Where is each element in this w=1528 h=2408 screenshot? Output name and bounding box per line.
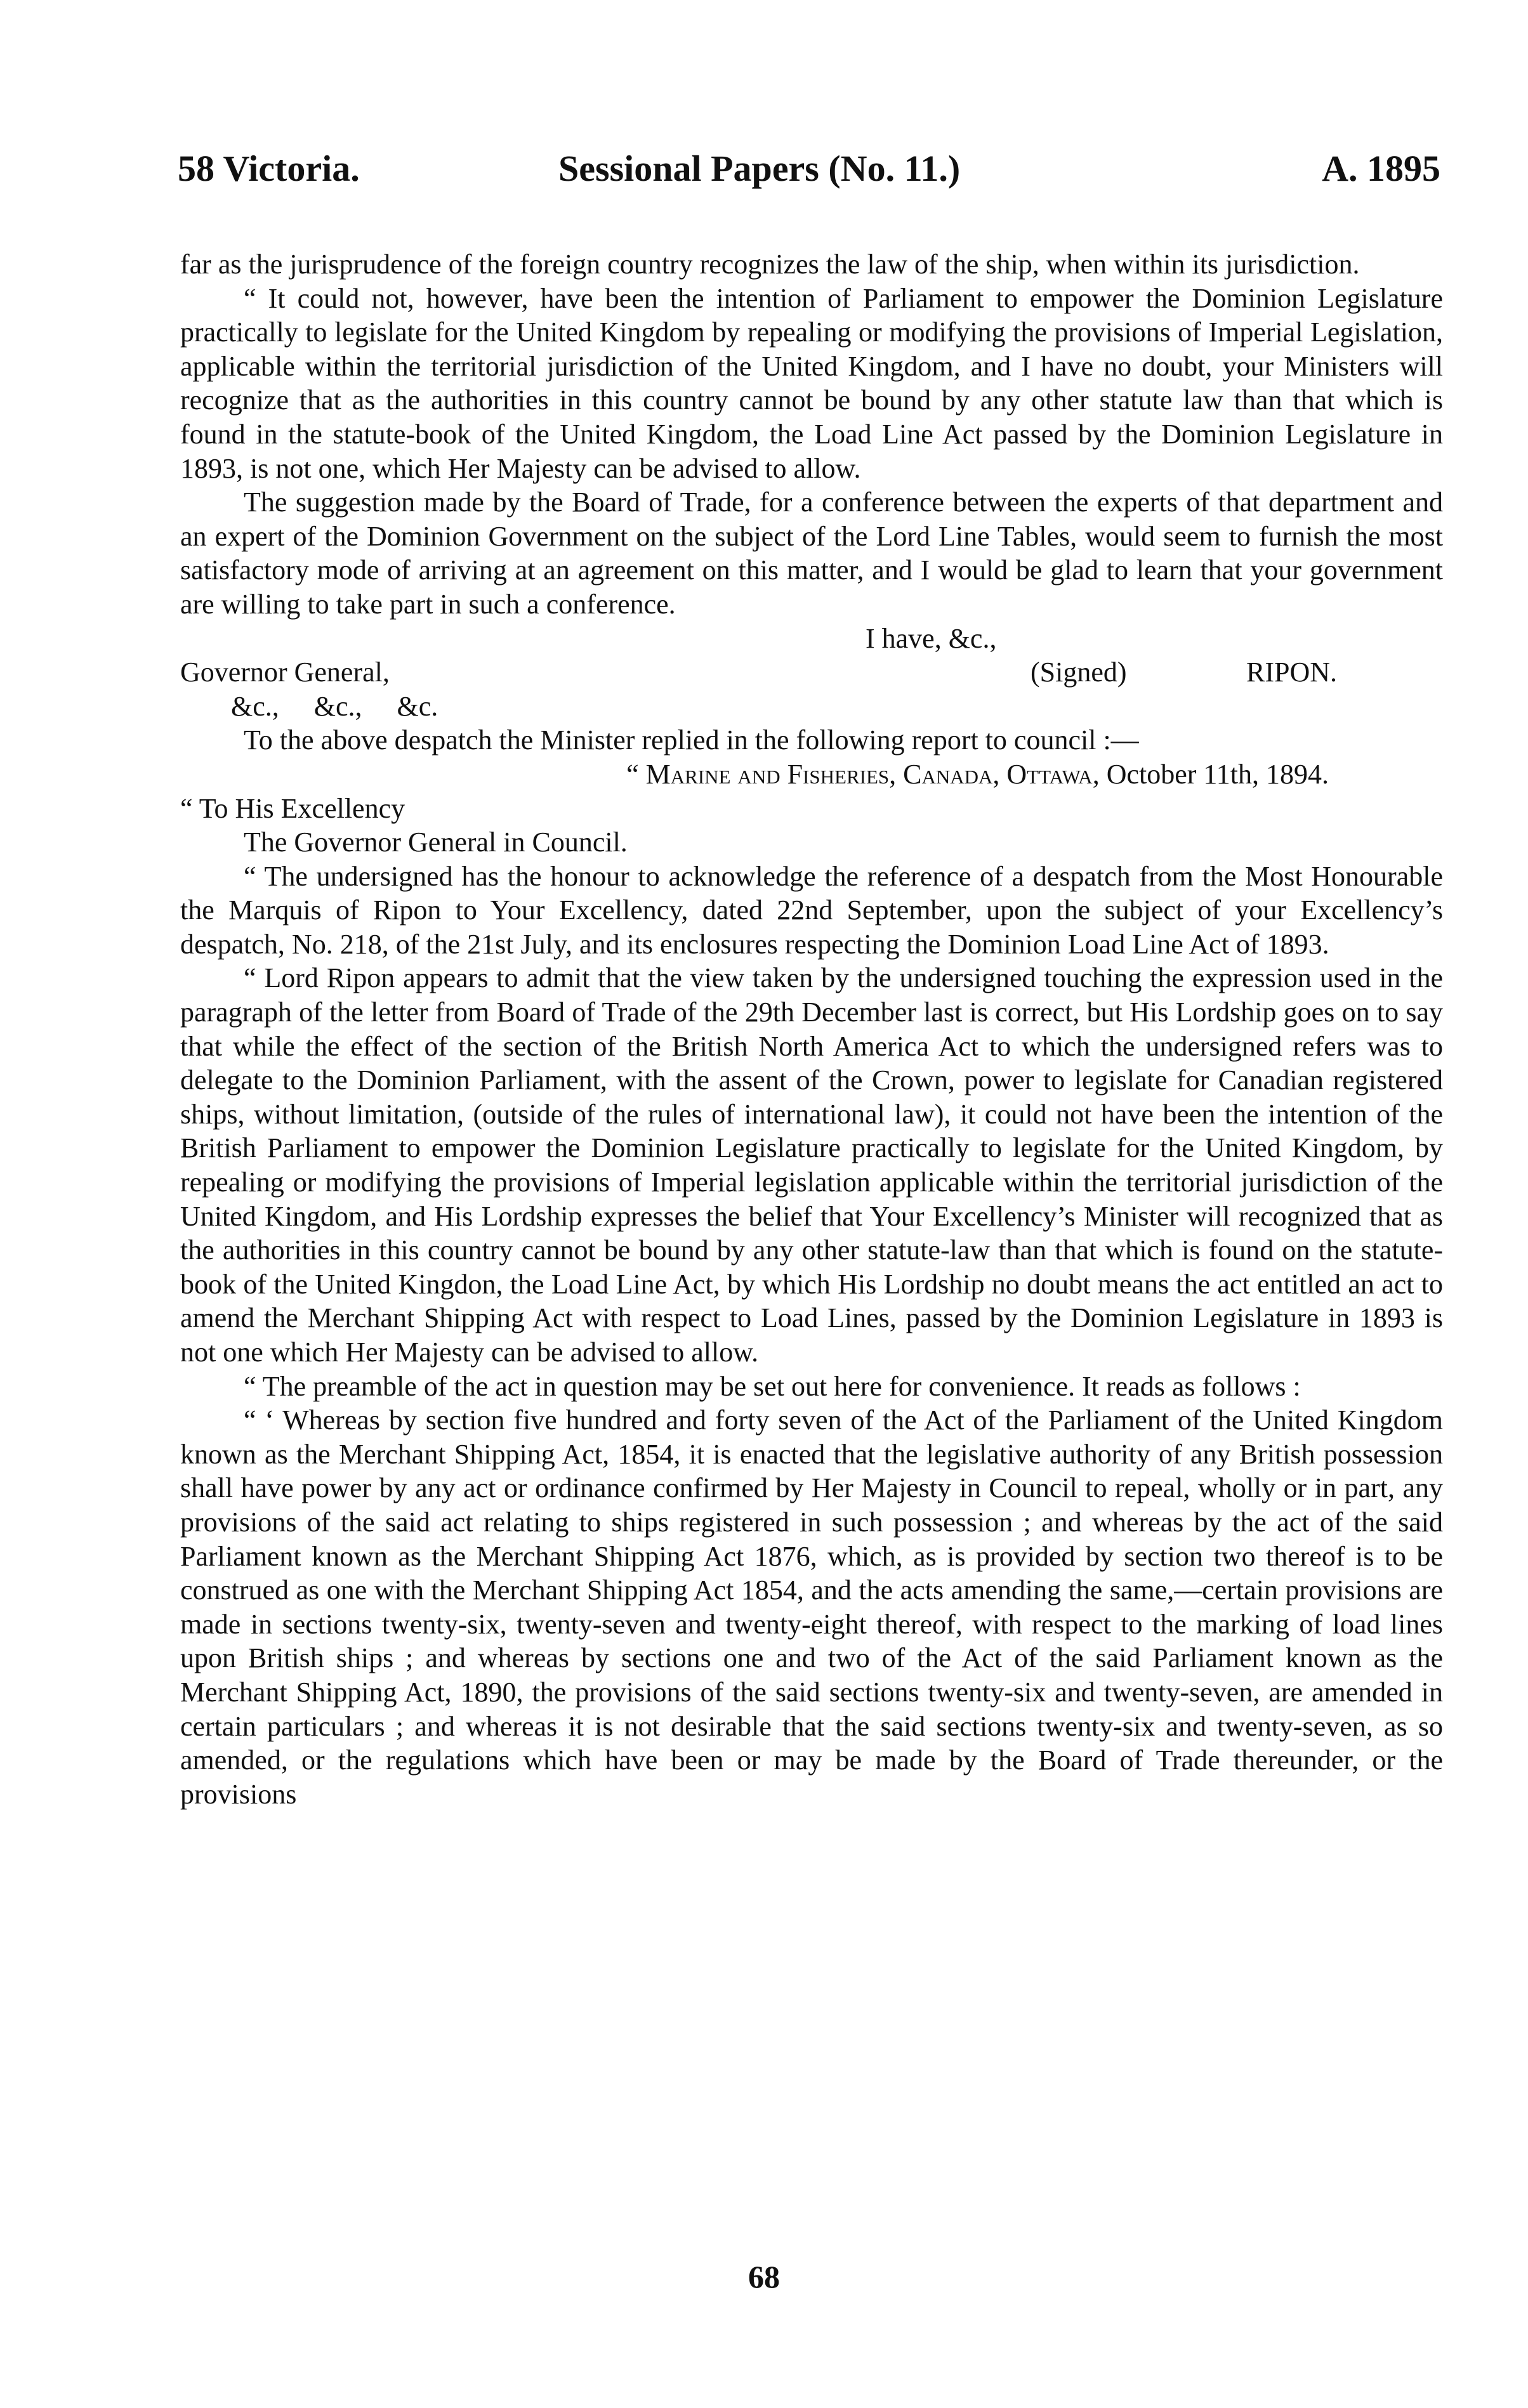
addressee: Governor General,: [180, 657, 390, 688]
signature-line: [180, 655, 1443, 690]
paragraph-parliament-intent: “ It could not, however, have been the intention of Parliament to empower the Dominion Legislature practically to legislate for the United Kingdom by repealing or modifying the provisions of Imperial Legislation, applicable within the territorial jurisdiction of the United Kingdom, and I have no doubt, your Ministers will recognize that as the authorities in this country cannot be bound by any other statute law than that which is found in the statute-book of the United Kingdom, the Load Line Act passed by the Dominion Legislature in 1893, is not one, which Her Majesty can be advised to allow.: [180, 282, 1443, 484]
dateline: [180, 757, 1443, 792]
etc-line: [180, 690, 1443, 724]
etc-text: &c., &c., &c.: [231, 690, 438, 722]
salutation-line-1: “ To His Excellency: [180, 792, 405, 824]
page-number: 68: [748, 2259, 780, 2294]
body-text: [180, 247, 1443, 1811]
paragraph-conference-suggestion: The suggestion made by the Board of Trade, for a conference between the experts of that department and an expert of the Dominion Government on the subject of the Lord Line Tables, would seem to furnish the most satisfactory mode of arriving at an agreement on this matter, and I would be glad to learn that your government are willing to take part in such a conference.: [180, 487, 1443, 620]
header-series-title: Sessional Papers (No. 11.): [558, 148, 961, 189]
signed-label: (Signed): [1031, 657, 1127, 688]
paragraph-preamble-quote: “ ‘ Whereas by section five hundred and forty seven of the Act of the Parliament of the United Kingdom known as the Merchant Shipping Act, 1854, it is enacted that the legislative authority of any British possession shall have power by any act or ordinance confirmed by Her Majesty in Council to repeal, wholly or in part, any provisions of the said act relating to ships registered in such possession ; and whereas by the act of the said Parliament known as the Merchant Shipping Act 1876, which, as is provided by section two thereof is to be construed as one with the Merchant Shipping Act 1854, and the acts amending the same,—certain provisions are made in sections twenty-six, twenty-seven and twenty-eight thereof, with respect to the marking of load lines upon British ships ; and whereas by sections one and two of the Act of the said Parliament known as the Merchant Shipping Act, 1890, the provisions of the said sections twenty-six and twenty-seven, are amended in certain particulars ; and whereas it is not desirable that the said sections twenty-six and twenty-seven, as so amended, or the regulations which have been or may be made by the Board of Trade thereunder, or the provisions: [180, 1404, 1443, 1810]
salutation-line-2: The Governor General in Council.: [244, 827, 628, 858]
header-regnal-year: 58 Victoria.: [178, 148, 360, 189]
closing-formula: I have, &c.,: [866, 622, 997, 654]
header-year: A. 1895: [1322, 148, 1440, 189]
paragraph-preamble-intro: “ The preamble of the act in question may be set out here for convenience. It reads as follows :: [244, 1370, 1301, 1402]
dateline-quote: “: [626, 758, 646, 790]
paragraph-lord-ripon: “ Lord Ripon appears to admit that the view taken by the undersigned touching the expression used in the paragraph of the letter from Board of Trade of the 29th December last is correct, but His Lordship goes on to say that while the effect of the section of the British North America Act to which the undersigned refers was to delegate to the Dominion Parliament, with the assent of the Crown, power to legislate for Canadian registered ships, without limitation, (outside of the rules of international law), it could not have been the intention of the British Parliament to empower the Dominion Legislature practically to legislate for the United Kingdom, by repealing or modifying the provisions of Imperial legislation applicable within the territorial jurisdiction of the United Kingdom, and His Lordship expresses the belief that Your Excellency’s Minister will recognized that as the authorities in this country cannot be bound by any other statute-law than that which is found on the statute-book of the United Kingdon, the Load Line Act, by which His Lordship no doubt means the act entitled an act to amend the Merchant Shipping Act with respect to Load Lines, passed by the Dominion Legislature in 1893 is not one which Her Majesty can be advised to allow.: [180, 962, 1443, 1368]
dateline-date: October 11th, 1894.: [1099, 758, 1329, 790]
running-header: [178, 147, 1440, 204]
paragraph-continuation: far as the jurisprudence of the foreign country recognizes the law of the ship, when within its jurisdiction.: [180, 249, 1360, 280]
paragraph-minister-reply: To the above despatch the Minister replied in the following report to council :—: [244, 724, 1139, 756]
closing-line: [180, 622, 1443, 656]
signer-name: RIPON.: [1246, 657, 1338, 688]
dateline-place: Marine and Fisheries, Canada, Ottawa,: [645, 758, 1100, 790]
paragraph-acknowledgement: “ The undersigned has the honour to acknowledge the reference of a despatch from the Most Honourable the Marquis of Ripon to Your Excellency, dated 22nd September, upon the subject of your Excellency’s despatch, No. 218, of the 21st July, and its enclosures respecting the Dominion Load Line Act of 1893.: [180, 860, 1443, 960]
